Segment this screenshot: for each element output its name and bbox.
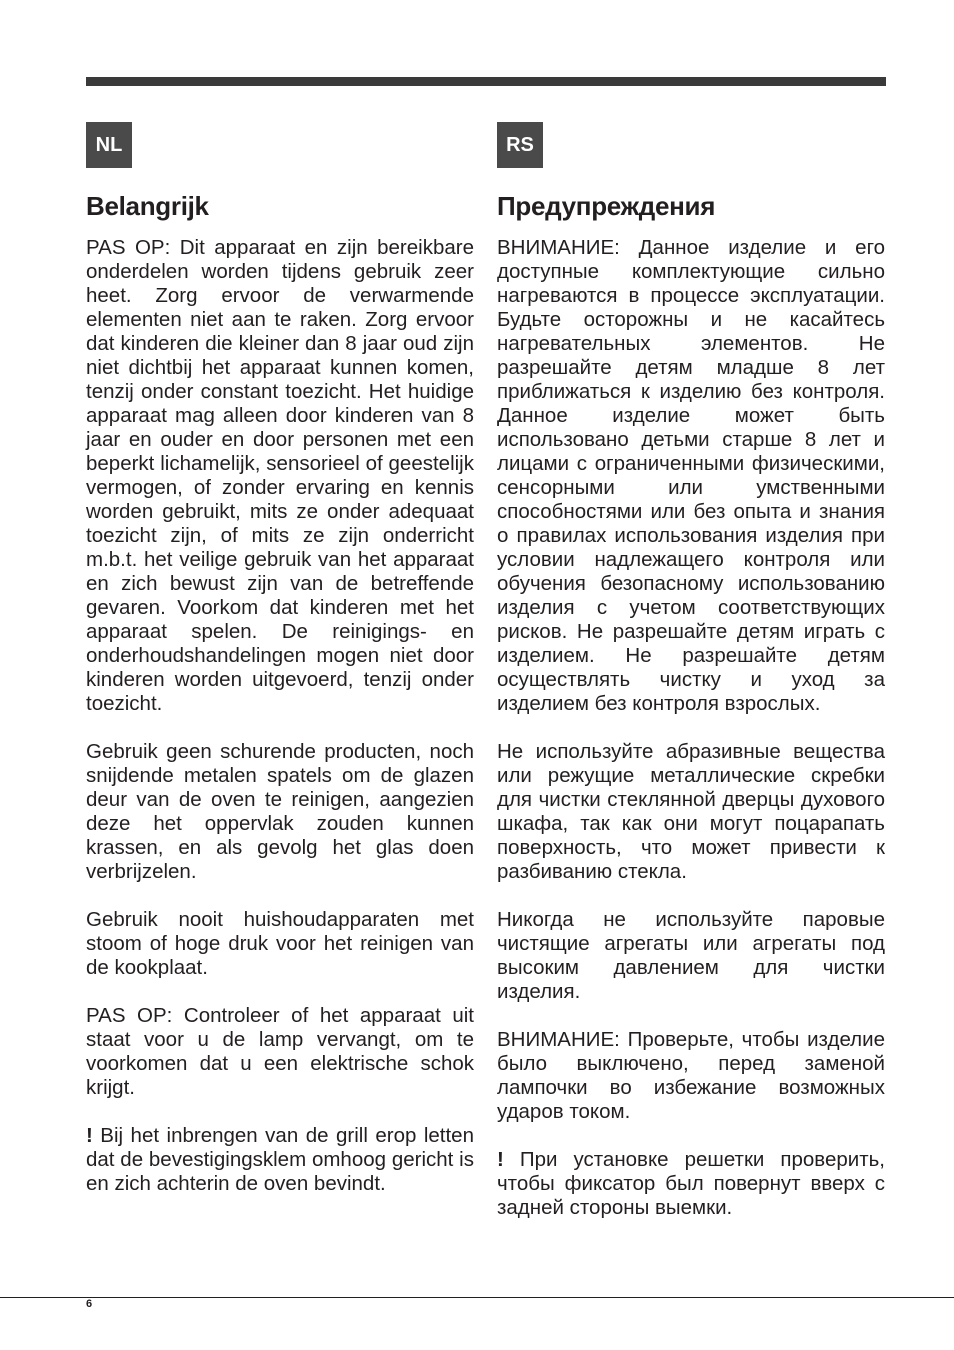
column-nl — [86, 122, 474, 1220]
paragraph-rs-2: Не используйте абразивные вещества или режущие металлические скребки для чистки стеклянной дверцы духового шкафа, так как они могут поцарапать поверхность, что может привести к разбиванию стекла. — [497, 740, 885, 883]
paragraph-rs-3: Никогда не используйте паровые чистящие агрегаты или агрегаты под высоким давлением для чистки изделия. — [497, 908, 885, 1003]
paragraph-nl-5-text: Bij het inbrengen van de grill erop letten dat de bevestigingsklem omhoog gericht is en zich achterin de oven bevindt. — [86, 1124, 474, 1195]
paragraph-nl-2: Gebruik geen schurende producten, noch snijdende metalen spatels om de glazen deur van de oven te reinigen, aangezien deze het oppervlak zouden kunnen krassen, en als gevolg het glas doen verbrijzelen. — [86, 740, 474, 883]
top-divider — [86, 77, 886, 86]
section-heading-nl: Belangrijk — [86, 191, 209, 221]
section-heading-rs: Предупреждения — [497, 191, 716, 221]
exclamation-mark-nl: ! — [86, 1124, 93, 1147]
paragraph-rs-5-text: При установке решетки проверить, чтобы фиксатор был повернут вверх с задней стороны выемки. — [497, 1148, 885, 1219]
page-number: 6 — [86, 1298, 93, 1310]
bottom-divider — [0, 1297, 954, 1298]
paragraph-nl-4: PAS OP: Controleer of het apparaat uit staat voor u de lamp vervangt, om te voorkomen dat u een elektrische schok krijgt. — [86, 1004, 474, 1099]
paragraph-rs-4: ВНИМАНИЕ: Проверьте, чтобы изделие было выключено, перед заменой лампочки во избежание возможных ударов током. — [497, 1028, 885, 1123]
paragraph-rs-1: ВНИМАНИЕ: Данное изделие и его доступные комплектующие сильно нагреваются в процессе эксплуатации. Будьте осторожны и не касайтесь нагревательных элементов. Не разрешайте детям младше 8 лет приближаться к изделию без контроля. Данное изделие может быть использовано детьми старше 8 лет и лицами с ограниченными физическими, сенсорными или умственными способностями или без опыта и знания о правилах использования изделия при условии надлежащего контроля или обучения безопасному использованию изделия с учетом соответствующих рисков. Не разрешайте детям играть с изделием. Не разрешайте детям осуществлять чистку и уход за изделием без контроля взрослых. — [497, 236, 885, 715]
language-badge-nl: NL — [86, 122, 132, 168]
paragraph-nl-1: PAS OP: Dit apparaat en zijn bereikbare onderdelen worden tijdens gebruik zeer heet. Zorg ervoor de verwarmende elementen niet aan te raken. Zorg ervoor dat kinderen die kleiner dan 8 jaar oud zijn niet dichtbij het apparaat kunnen komen, tenzij onder constant toezicht. Het huidige apparaat mag alleen door kinderen van 8 jaar en ouder en door personen met een beperkt lichamelijk, sensorieel of geestelijk vermogen, of zonder ervaring en kennis worden gebruikt, mits ze onder adequaat toezicht zijn, of mits ze zijn onderricht m.b.t. het veilige gebruik van het apparaat en zich bewust zijn van de betreffende gevaren. Voorkom dat kinderen met het apparaat spelen. De reinigings- en onderhoudshandelingen mogen niet door kinderen worden uitgevoerd, tenzij onder toezicht. — [86, 236, 474, 715]
paragraph-rs-5 — [497, 1148, 885, 1220]
column-rs — [497, 122, 885, 1244]
language-badge-rs: RS — [497, 122, 543, 168]
paragraph-nl-5 — [86, 1124, 474, 1196]
paragraph-nl-3: Gebruik nooit huishoudapparaten met stoom of hoge druk voor het reinigen van de kookplaat. — [86, 908, 474, 979]
exclamation-mark-rs: ! — [497, 1148, 504, 1171]
